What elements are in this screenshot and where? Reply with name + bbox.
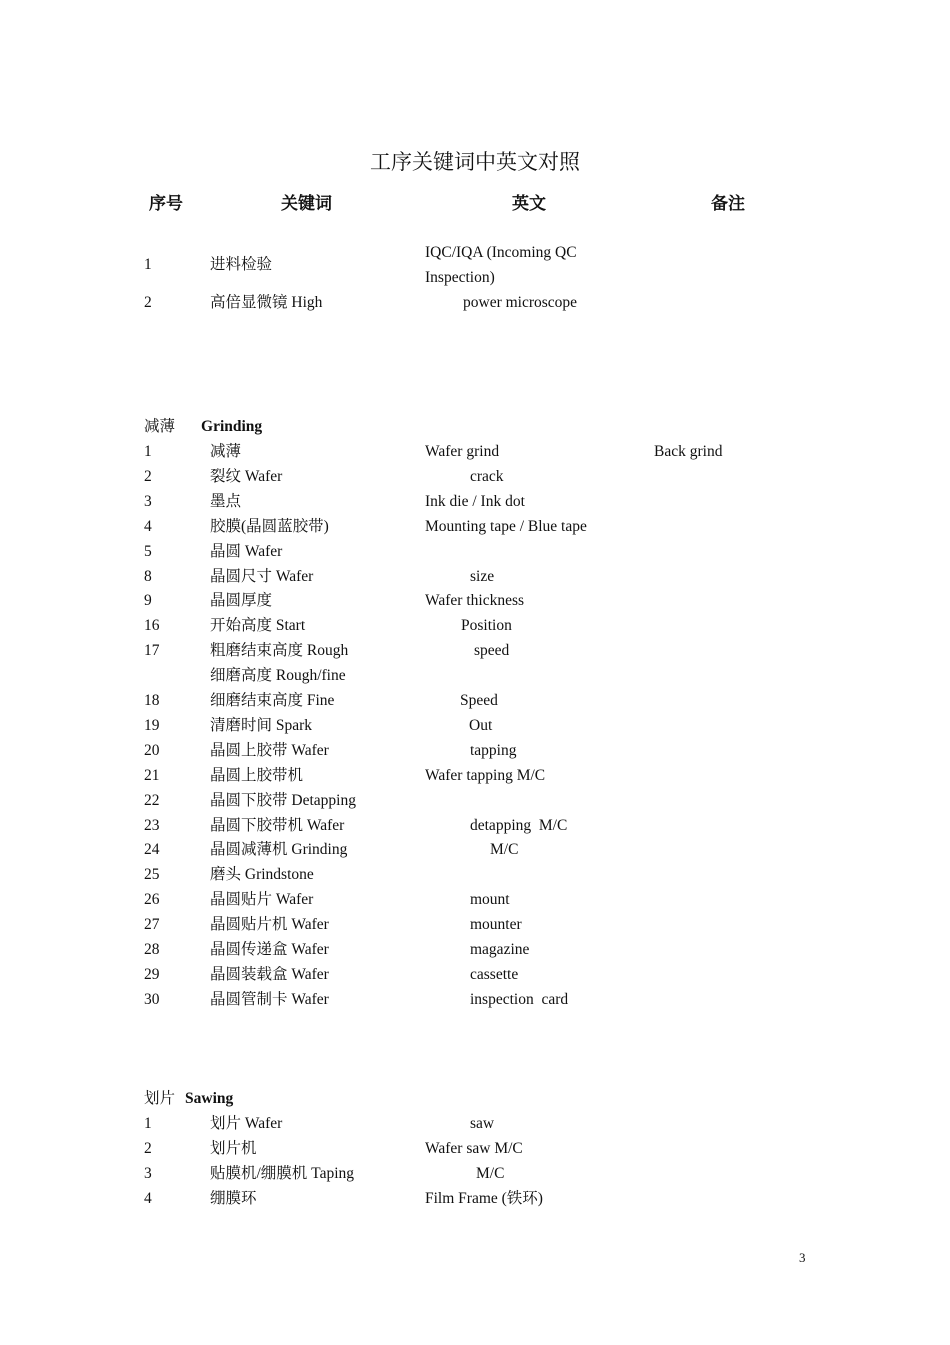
table-row xyxy=(0,440,950,464)
row-keyword: 绷膜环 xyxy=(210,1189,257,1207)
row-english: Inspection) xyxy=(425,269,495,286)
row-english: Wafer thickness xyxy=(425,592,525,610)
row-no: 1 xyxy=(144,1115,152,1132)
table-row xyxy=(0,614,950,638)
row-keyword: 晶圆贴片 Wafer xyxy=(210,891,314,909)
row-no: 3 xyxy=(144,492,152,510)
section-heading-en: Sawing xyxy=(185,1090,234,1107)
row-no: 22 xyxy=(144,791,160,809)
section-heading-en: Grinding xyxy=(201,418,263,435)
row-no: 2 xyxy=(144,467,152,485)
row-keyword: 粗磨结束高度 Rough xyxy=(210,642,349,660)
row-keyword: 进料检验 xyxy=(210,256,273,273)
table-row xyxy=(0,863,950,887)
row-keyword: 减薄 xyxy=(210,443,242,460)
row-keyword: 晶圆管制卡 Wafer xyxy=(210,990,329,1008)
table-row xyxy=(0,764,950,788)
table-row xyxy=(0,888,950,912)
row-english: inspection card xyxy=(470,990,569,1008)
row-keyword: 晶圆传递盒 Wafer xyxy=(210,941,329,958)
row-keyword: 划片 Wafer xyxy=(210,1115,283,1132)
row-english: size xyxy=(470,567,495,585)
table-row xyxy=(0,789,950,813)
row-no: 28 xyxy=(144,941,160,958)
row-keyword: 胶膜(晶圆蓝胶带) xyxy=(210,517,329,535)
section-heading-cn: 划片 xyxy=(144,1090,176,1107)
section-heading-sawing xyxy=(144,1087,233,1111)
row-english: Ink die / Ink dot xyxy=(425,492,525,510)
row-keyword: 高倍显微镜 High xyxy=(210,294,323,311)
row-no: 25 xyxy=(144,866,160,884)
row-keyword: 晶圆减薄机 Grinding xyxy=(210,841,348,859)
row-no: 24 xyxy=(144,841,160,859)
row-english: mounter xyxy=(470,916,522,934)
row-no: 27 xyxy=(144,916,160,934)
row-keyword: 墨点 xyxy=(210,492,242,510)
row-english: Position xyxy=(461,617,512,635)
header-note: 备注 xyxy=(711,194,745,214)
table-row xyxy=(0,664,950,688)
table-row xyxy=(0,490,950,514)
row-english: cassette xyxy=(470,965,519,983)
row-english: M/C xyxy=(476,1164,505,1182)
row-keyword: 晶圆 Wafer xyxy=(210,542,283,560)
row-english: Wafer saw M/C xyxy=(425,1139,523,1157)
row-keyword: 晶圆厚度 xyxy=(210,592,273,610)
row-keyword: 晶圆下胶带 Detapping xyxy=(210,791,356,809)
row-english: Speed xyxy=(460,692,498,709)
row-no: 1 xyxy=(144,256,152,273)
row-english: magazine xyxy=(470,941,530,958)
row-no: 23 xyxy=(144,816,160,834)
row-keyword: 晶圆装载盒 Wafer xyxy=(210,965,329,983)
row-no: 8 xyxy=(144,567,152,585)
table-row xyxy=(0,1162,950,1186)
row-english: M/C xyxy=(490,841,519,859)
row-no: 4 xyxy=(144,1189,152,1207)
table-row xyxy=(0,814,950,838)
row-english: Mounting tape / Blue tape xyxy=(425,517,587,535)
row-english: IQC/IQA (Incoming QC xyxy=(425,244,577,261)
row-keyword: 晶圆尺寸 Wafer xyxy=(210,567,314,585)
table-row xyxy=(0,515,950,539)
table-row xyxy=(0,714,950,738)
row-no: 21 xyxy=(144,766,160,784)
row-no: 3 xyxy=(144,1164,152,1182)
row-no: 16 xyxy=(144,617,160,635)
table-row xyxy=(0,838,950,862)
row-no: 2 xyxy=(144,294,152,311)
row-keyword: 晶圆上胶带机 xyxy=(210,766,304,784)
row-no: 19 xyxy=(144,716,160,734)
table-row xyxy=(0,963,950,987)
row-no: 2 xyxy=(144,1139,152,1157)
table-row-english xyxy=(0,241,950,265)
row-english: Wafer grind xyxy=(425,443,500,460)
row-english: mount xyxy=(470,891,510,909)
table-row-english xyxy=(0,266,950,290)
row-keyword: 晶圆下胶带机 Wafer xyxy=(210,816,345,834)
header-no: 序号 xyxy=(149,194,183,214)
row-no: 30 xyxy=(144,990,160,1008)
row-english: saw xyxy=(470,1115,495,1132)
table-row xyxy=(0,465,950,489)
table-row xyxy=(0,689,950,713)
row-keyword: 裂纹 Wafer xyxy=(210,467,283,485)
page-title: 工序关键词中英文对照 xyxy=(370,150,580,174)
section-heading-grinding xyxy=(144,415,262,439)
table-row xyxy=(0,589,950,613)
table-row xyxy=(0,565,950,589)
row-no: 1 xyxy=(144,443,152,460)
section-heading-cn: 减薄 xyxy=(144,418,176,435)
row-english: detapping M/C xyxy=(470,816,568,834)
row-no: 9 xyxy=(144,592,152,610)
row-english: Out xyxy=(469,716,493,734)
row-no: 26 xyxy=(144,891,160,909)
row-keyword: 细磨高度 Rough/fine xyxy=(210,667,346,685)
row-note: Back grind xyxy=(654,443,723,460)
table-row xyxy=(0,938,950,962)
row-keyword: 细磨结束高度 Fine xyxy=(210,692,335,709)
table-row xyxy=(0,540,950,564)
row-english: power microscope xyxy=(463,294,578,311)
row-no: 17 xyxy=(144,642,160,660)
table-row xyxy=(0,1187,950,1211)
row-keyword: 晶圆上胶带 Wafer xyxy=(210,741,329,759)
table-row xyxy=(0,639,950,663)
header-keyword: 关键词 xyxy=(281,194,332,214)
row-keyword: 划片机 xyxy=(210,1139,257,1157)
table-row xyxy=(0,1137,950,1161)
row-no: 4 xyxy=(144,517,152,535)
table-row xyxy=(0,291,950,315)
table-row xyxy=(0,988,950,1012)
row-keyword: 开始高度 Start xyxy=(210,617,306,635)
table-row xyxy=(0,913,950,937)
table-row xyxy=(0,1112,950,1136)
row-no: 18 xyxy=(144,692,160,709)
row-no: 29 xyxy=(144,965,160,983)
row-english: crack xyxy=(470,467,504,485)
row-keyword: 清磨时间 Spark xyxy=(210,716,313,734)
row-keyword: 晶圆贴片机 Wafer xyxy=(210,916,329,934)
row-english: Wafer tapping M/C xyxy=(425,766,546,784)
page-number: 3 xyxy=(799,1250,806,1265)
row-english: tapping xyxy=(470,741,517,759)
row-keyword: 磨头 Grindstone xyxy=(210,866,314,884)
row-english: Film Frame (铁环) xyxy=(425,1189,543,1207)
row-english: speed xyxy=(474,642,510,660)
row-no: 5 xyxy=(144,542,152,560)
row-no: 20 xyxy=(144,741,160,759)
header-english: 英文 xyxy=(512,194,546,214)
row-keyword: 贴膜机/绷膜机 Taping xyxy=(210,1164,355,1182)
table-row xyxy=(0,739,950,763)
